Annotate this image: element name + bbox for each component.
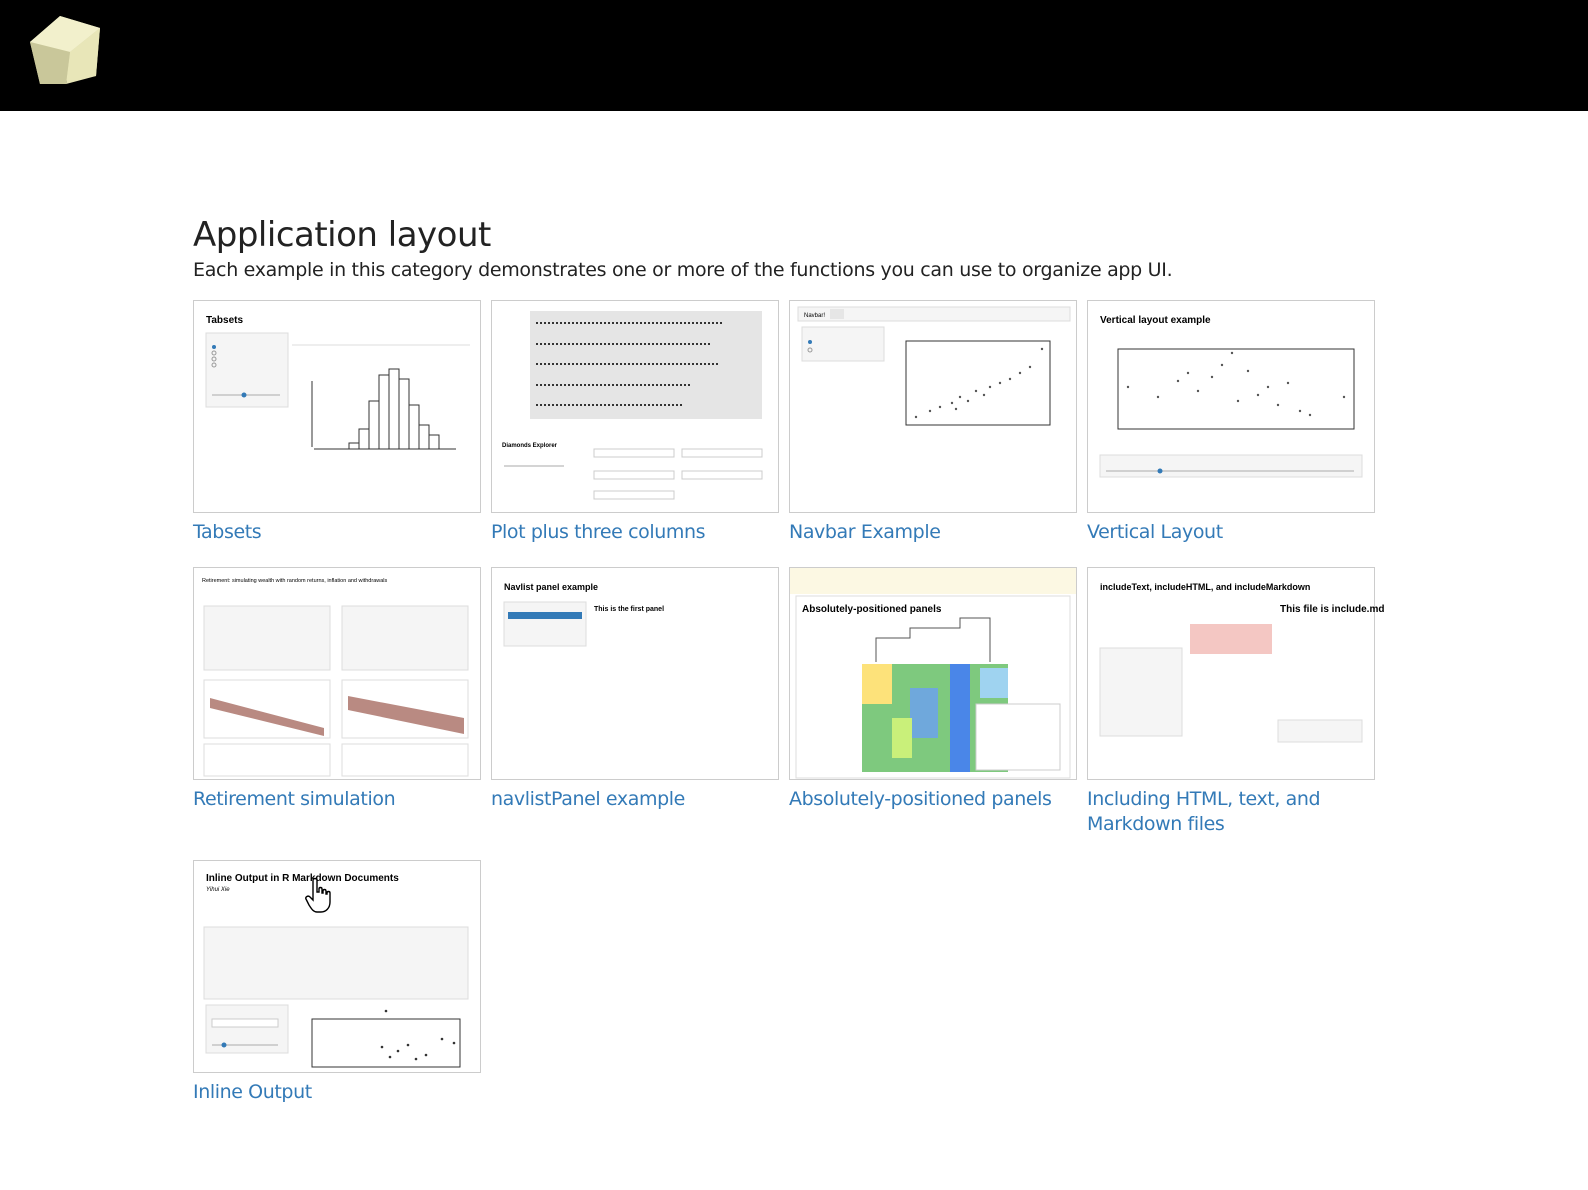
thumbnail-retirement-simulation[interactable] [193,567,481,780]
example-link-vertical-layout[interactable]: Vertical Layout [1087,521,1223,543]
example-link-navbar-example[interactable]: Navbar Example [789,521,941,543]
thumbnail-navlistpanel-example[interactable] [491,567,779,780]
example-link-inline-output[interactable]: Inline Output [193,1081,312,1103]
thumb-subtitle: This is the first panel [594,606,665,613]
page-title: Application layout [193,215,491,255]
example-link-tabsets[interactable]: Tabsets [193,521,262,543]
header-bar [0,0,1588,111]
example-card-tabsets[interactable] [193,300,485,545]
thumbnail-tabsets[interactable] [193,300,481,513]
thumb-title: Retirement: simulating wealth with random returns, inflation and withdrawals [202,578,388,584]
thumbnail-plot-plus-three-columns[interactable] [491,300,779,513]
thumbnail-absolutely-positioned-panels[interactable] [789,567,1077,780]
example-link-plot-plus-three-columns[interactable]: Plot plus three columns [491,521,706,543]
thumb-title: Absolutely-positioned panels [802,604,942,615]
thumb-title: Vertical layout example [1100,315,1211,326]
thumb-subtitle: Yihui Xie [206,887,230,893]
cube-logo-icon[interactable] [26,14,102,86]
thumbnail-image [194,568,480,779]
example-card-navlistpanel-example[interactable] [491,567,783,812]
example-card-navbar-example[interactable] [789,300,1081,545]
example-card-retirement-simulation[interactable] [193,567,485,812]
thumbnail-image [790,301,1076,512]
thumb-title: Inline Output in R Markdown Documents [206,873,399,884]
example-link-retirement-simulation[interactable]: Retirement simulation [193,788,396,810]
hand-pointer-cursor-icon [305,878,333,914]
example-card-including-html-text-markdown[interactable] [1087,567,1385,837]
thumbnail-image [790,568,1076,779]
thumbnail-image [492,568,778,779]
thumbnail-image [1088,301,1374,512]
thumbnail-inline-output[interactable] [193,860,481,1073]
thumb-subtitle: This file is include.md [1280,604,1385,615]
example-card-absolutely-positioned-panels[interactable] [789,567,1081,812]
example-link-navlistpanel-example[interactable]: navlistPanel example [491,788,685,810]
thumb-title: includeText, includeHTML, and includeMarkdown [1100,582,1311,592]
thumbnail-image [194,301,480,512]
example-link-including-html-text-markdown[interactable]: Including HTML, text, and Markdown files [1087,788,1321,835]
example-link-absolutely-positioned-panels[interactable]: Absolutely-positioned panels [789,788,1052,810]
thumbnail-vertical-layout[interactable] [1087,300,1375,513]
thumbnail-image [194,861,480,1072]
thumbnail-including-html-text-markdown[interactable] [1087,567,1385,780]
thumbnail-image [492,301,778,512]
example-card-plot-plus-three-columns[interactable] [491,300,783,545]
page-description: Each example in this category demonstrates one or more of the functions you can use to organize app UI. [193,259,1173,281]
example-card-vertical-layout[interactable] [1087,300,1379,545]
example-card-inline-output[interactable] [193,860,485,1105]
thumb-title: Tabsets [206,315,244,326]
thumbnail-image [1088,568,1385,779]
thumbnail-navbar-example[interactable] [789,300,1077,513]
thumb-title: Navlist panel example [504,582,599,592]
thumb-title: Diamonds Explorer [502,443,558,449]
thumb-title: Navbar! [804,313,826,319]
